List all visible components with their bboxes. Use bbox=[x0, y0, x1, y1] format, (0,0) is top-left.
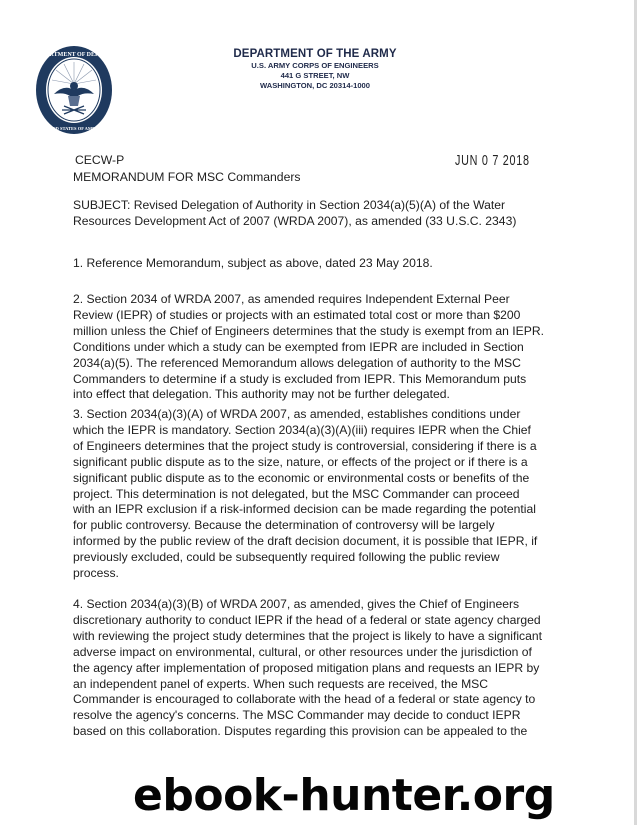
subject-line: SUBJECT: Revised Delegation of Authority in Section 2034(a)(5)(A) of the Water bbox=[73, 198, 506, 212]
text-line: Review (IEPR) of studies or projects with an estimated total cost or more than $200 bbox=[73, 307, 521, 322]
text-line: process. bbox=[73, 566, 119, 581]
text-line: of Engineers determines that the project study is controversial, considering if there is a bbox=[73, 438, 537, 453]
text-line: Commander is encouraged to collaborate with the head of a federal or state agency to bbox=[73, 692, 536, 707]
text-line: Conditions under which a study can be exempted from IEPR are included in Section bbox=[73, 339, 524, 354]
watermark: ebook-hunter.org bbox=[133, 770, 555, 821]
date-stamp: JUN 0 7 2018 bbox=[455, 152, 530, 169]
text-line: adverse impact on environmental, cultural, or other resources under the jurisdiction of bbox=[73, 644, 532, 659]
street-address: 441 G STREET, NW bbox=[280, 71, 350, 80]
text-line: an independent panel of experts. When such requests are received, the MSC bbox=[73, 676, 489, 691]
text-line: resolve the agency's concerns. The MSC Commander may decide to conduct IEPR bbox=[73, 708, 521, 723]
memo-addressee: MEMORANDUM FOR MSC Commanders bbox=[73, 170, 301, 184]
paragraph-4 bbox=[73, 597, 573, 740]
city-address: WASHINGTON, DC 20314-1000 bbox=[259, 81, 370, 90]
text-line: for public controversy. Because the determination of controversy will be largely bbox=[73, 518, 495, 533]
subject-line: Resources Development Act of 2007 (WRDA 2007), as amended (33 U.S.C. 2343) bbox=[73, 213, 517, 228]
text-line: 4. Section 2034(a)(3)(B) of WRDA 2007, as amended, gives the Chief of Engineers bbox=[73, 597, 520, 611]
paragraph-3 bbox=[73, 407, 573, 582]
svg-text:DEPARTMENT OF DEFENSE: DEPARTMENT OF DEFENSE bbox=[34, 52, 114, 58]
text-line: with an IEPR exclusion if a risk-informed decision can be made regarding the potential bbox=[73, 502, 536, 517]
text-line: with reviewing the project study determines that the project is likely to have a significant bbox=[73, 628, 542, 643]
text-line: into effect that delegation. This authority may not be further delegated. bbox=[73, 387, 450, 402]
text-line: informed by the public review of the draft decision document, it is possible that IEPR, if bbox=[73, 534, 538, 549]
text-line: based on this collaboration. Disputes regarding this provision can be appealed to the bbox=[73, 724, 528, 739]
office-symbol: CECW-P bbox=[75, 153, 125, 167]
memo-subject bbox=[73, 198, 573, 230]
department-name: DEPARTMENT OF THE ARMY bbox=[233, 48, 397, 60]
svg-text:UNITED STATES OF AMERICA: UNITED STATES OF AMERICA bbox=[41, 126, 107, 131]
department-of-defense-seal-icon bbox=[34, 44, 114, 136]
text-line: 3. Section 2034(a)(3)(A) of WRDA 2007, as amended, establishes conditions under bbox=[73, 407, 521, 421]
text-line: the agency after implementation of proposed mitigation plans and requests an IEPR by bbox=[73, 660, 540, 675]
agency-name: U.S. ARMY CORPS OF ENGINEERS bbox=[251, 61, 379, 70]
text-line: 1. Reference Memorandum, subject as above, dated 23 May 2018. bbox=[73, 256, 433, 270]
letterhead bbox=[200, 48, 430, 91]
text-line: 2. Section 2034 of WRDA 2007, as amended requires Independent External Peer bbox=[73, 292, 510, 306]
paragraph-2 bbox=[73, 292, 573, 403]
text-line: Commanders to determine if a study is excluded from IEPR. This Memorandum puts bbox=[73, 371, 527, 386]
text-line: million unless the Chief of Engineers determines that the study is exempt from an IEPR. bbox=[73, 323, 545, 338]
text-line: which the IEPR is mandatory. Section 2034(a)(3)(A)(iii) requires IEPR when the Chief bbox=[73, 422, 531, 437]
text-line: discretionary authority to conduct IEPR if the head of a federal or state agency charged bbox=[73, 612, 541, 627]
text-line: previously excluded, could be subsequently required following the public review bbox=[73, 550, 500, 565]
text-line: 2034(a)(5). The referenced Memorandum allows delegation of authority to the MSC bbox=[73, 355, 521, 370]
text-line: significant public dispute as to the economic or environmental costs or benefits of the bbox=[73, 470, 530, 485]
text-line: significant public dispute as to the size, nature, or effects of the project or if there is a bbox=[73, 454, 528, 469]
paragraph-1 bbox=[73, 256, 573, 272]
text-line: project. This determination is not delegated, but the MSC Commander can proceed bbox=[73, 486, 520, 501]
